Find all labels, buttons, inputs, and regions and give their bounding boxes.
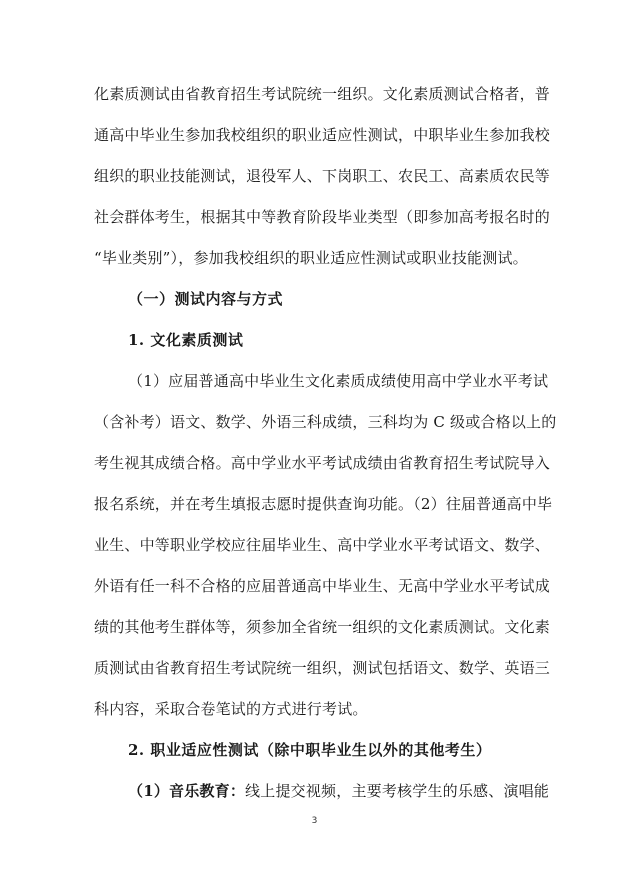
text-line: （含补考）语文、数学、外语三科成绩，三科均为 C 级或合格以上的 bbox=[94, 413, 557, 431]
text-line: 报名系统，并在考生填报志愿时提供查询功能。（2）往届普通高中毕 bbox=[94, 495, 553, 513]
music-first-line bbox=[128, 781, 550, 801]
text-line: 社会群体考生，根据其中等教育阶段毕业类型（即参加高考报名时的 bbox=[94, 208, 551, 226]
text-line: 外语有任一科不合格的应届普通高中毕业生、无高中学业水平考试成 bbox=[94, 577, 551, 595]
text-line: 通高中毕业生参加我校组织的职业适应性测试，中职毕业生参加我校 bbox=[94, 126, 551, 144]
text-line: “毕业类别”），参加我校组织的职业适应性测试或职业技能测试。 bbox=[94, 249, 528, 267]
section-heading: （一）测试内容与方式 bbox=[128, 290, 284, 308]
music-first-line-text: 线上提交视频，主要考核学生的乐感、演唱能 bbox=[245, 782, 550, 800]
text-line: 质测试由省教育招生考试院统一组织，测试包括语文、数学、英语三 bbox=[94, 659, 551, 677]
text-line: （1）应届普通高中毕业生文化素质成绩使用高中学业水平考试 bbox=[128, 372, 549, 390]
text-line: 绩的其他考生群体等，须参加全省统一组织的文化素质测试。文化素 bbox=[94, 618, 551, 636]
text-line: 科内容，采取合卷笔试的方式进行考试。 bbox=[94, 700, 368, 718]
text-line: 组织的职业技能测试，退役军人、下岗职工、农民工、高素质农民等 bbox=[94, 167, 551, 185]
music-label: （1）音乐教育： bbox=[128, 782, 246, 800]
page-number: 3 bbox=[311, 816, 318, 826]
subsection-heading-vocational: 2. 职业适应性测试（除中职毕业生以外的其他考生） bbox=[128, 741, 492, 759]
text-line: 考生视其成绩合格。高中学业水平考试成绩由省教育招生考试院导入 bbox=[94, 454, 551, 472]
subsection-heading-cultural: 1. 文化素质测试 bbox=[128, 331, 244, 349]
text-line: 业生、中等职业学校应往届毕业生、高中学业水平考试语文、数学、 bbox=[94, 536, 551, 554]
text-line: 化素质测试由省教育招生考试院统一组织。文化素质测试合格者，普 bbox=[94, 85, 551, 103]
